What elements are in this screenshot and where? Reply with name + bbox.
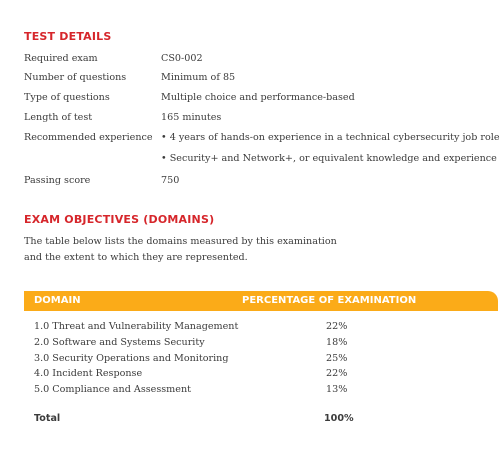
header-percentage: PERCENTAGE OF EXAMINATION — [242, 295, 417, 306]
detail-label: Number of questions — [24, 72, 127, 83]
total-label: Total — [34, 413, 61, 424]
detail-value: 750 — [161, 175, 180, 186]
domain-name: 5.0 Compliance and Assessment — [34, 384, 191, 395]
detail-value: 165 minutes — [161, 112, 222, 123]
detail-value: • Security+ and Network+, or equivalent knowledge and experience — [161, 153, 497, 164]
domain-name: 1.0 Threat and Vulnerability Management — [34, 321, 239, 332]
intro-line: The table below lists the domains measured by this examination — [24, 236, 337, 247]
detail-value: • 4 years of hands-on experience in a technical cybersecurity job role — [161, 132, 500, 143]
exam-objectives-title: EXAM OBJECTIVES (DOMAINS) — [24, 213, 215, 226]
detail-label: Recommended experience — [24, 132, 153, 143]
domain-name: 3.0 Security Operations and Monitoring — [34, 353, 229, 364]
detail-label: Passing score — [24, 175, 91, 186]
domain-percentage: 25% — [326, 353, 348, 364]
detail-value: CS0-002 — [161, 53, 203, 64]
domain-percentage: 13% — [326, 384, 348, 395]
detail-label: Required exam — [24, 53, 98, 64]
domain-percentage: 18% — [326, 337, 348, 348]
domain-percentage: 22% — [326, 321, 348, 332]
domain-name: 2.0 Software and Systems Security — [34, 337, 205, 348]
total-percentage: 100% — [324, 413, 354, 424]
detail-value: Minimum of 85 — [161, 72, 236, 83]
domain-table-header — [24, 291, 498, 311]
test-details-title: TEST DETAILS — [24, 30, 112, 43]
intro-line: and the extent to which they are represented. — [24, 252, 248, 263]
detail-label: Length of test — [24, 112, 93, 123]
exam-objectives-intro — [24, 234, 364, 266]
detail-value: Multiple choice and performance-based — [161, 92, 355, 103]
domain-percentage: 22% — [326, 368, 348, 379]
detail-label: Type of questions — [24, 92, 110, 103]
header-domain: DOMAIN — [34, 295, 81, 306]
domain-name: 4.0 Incident Response — [34, 368, 143, 379]
